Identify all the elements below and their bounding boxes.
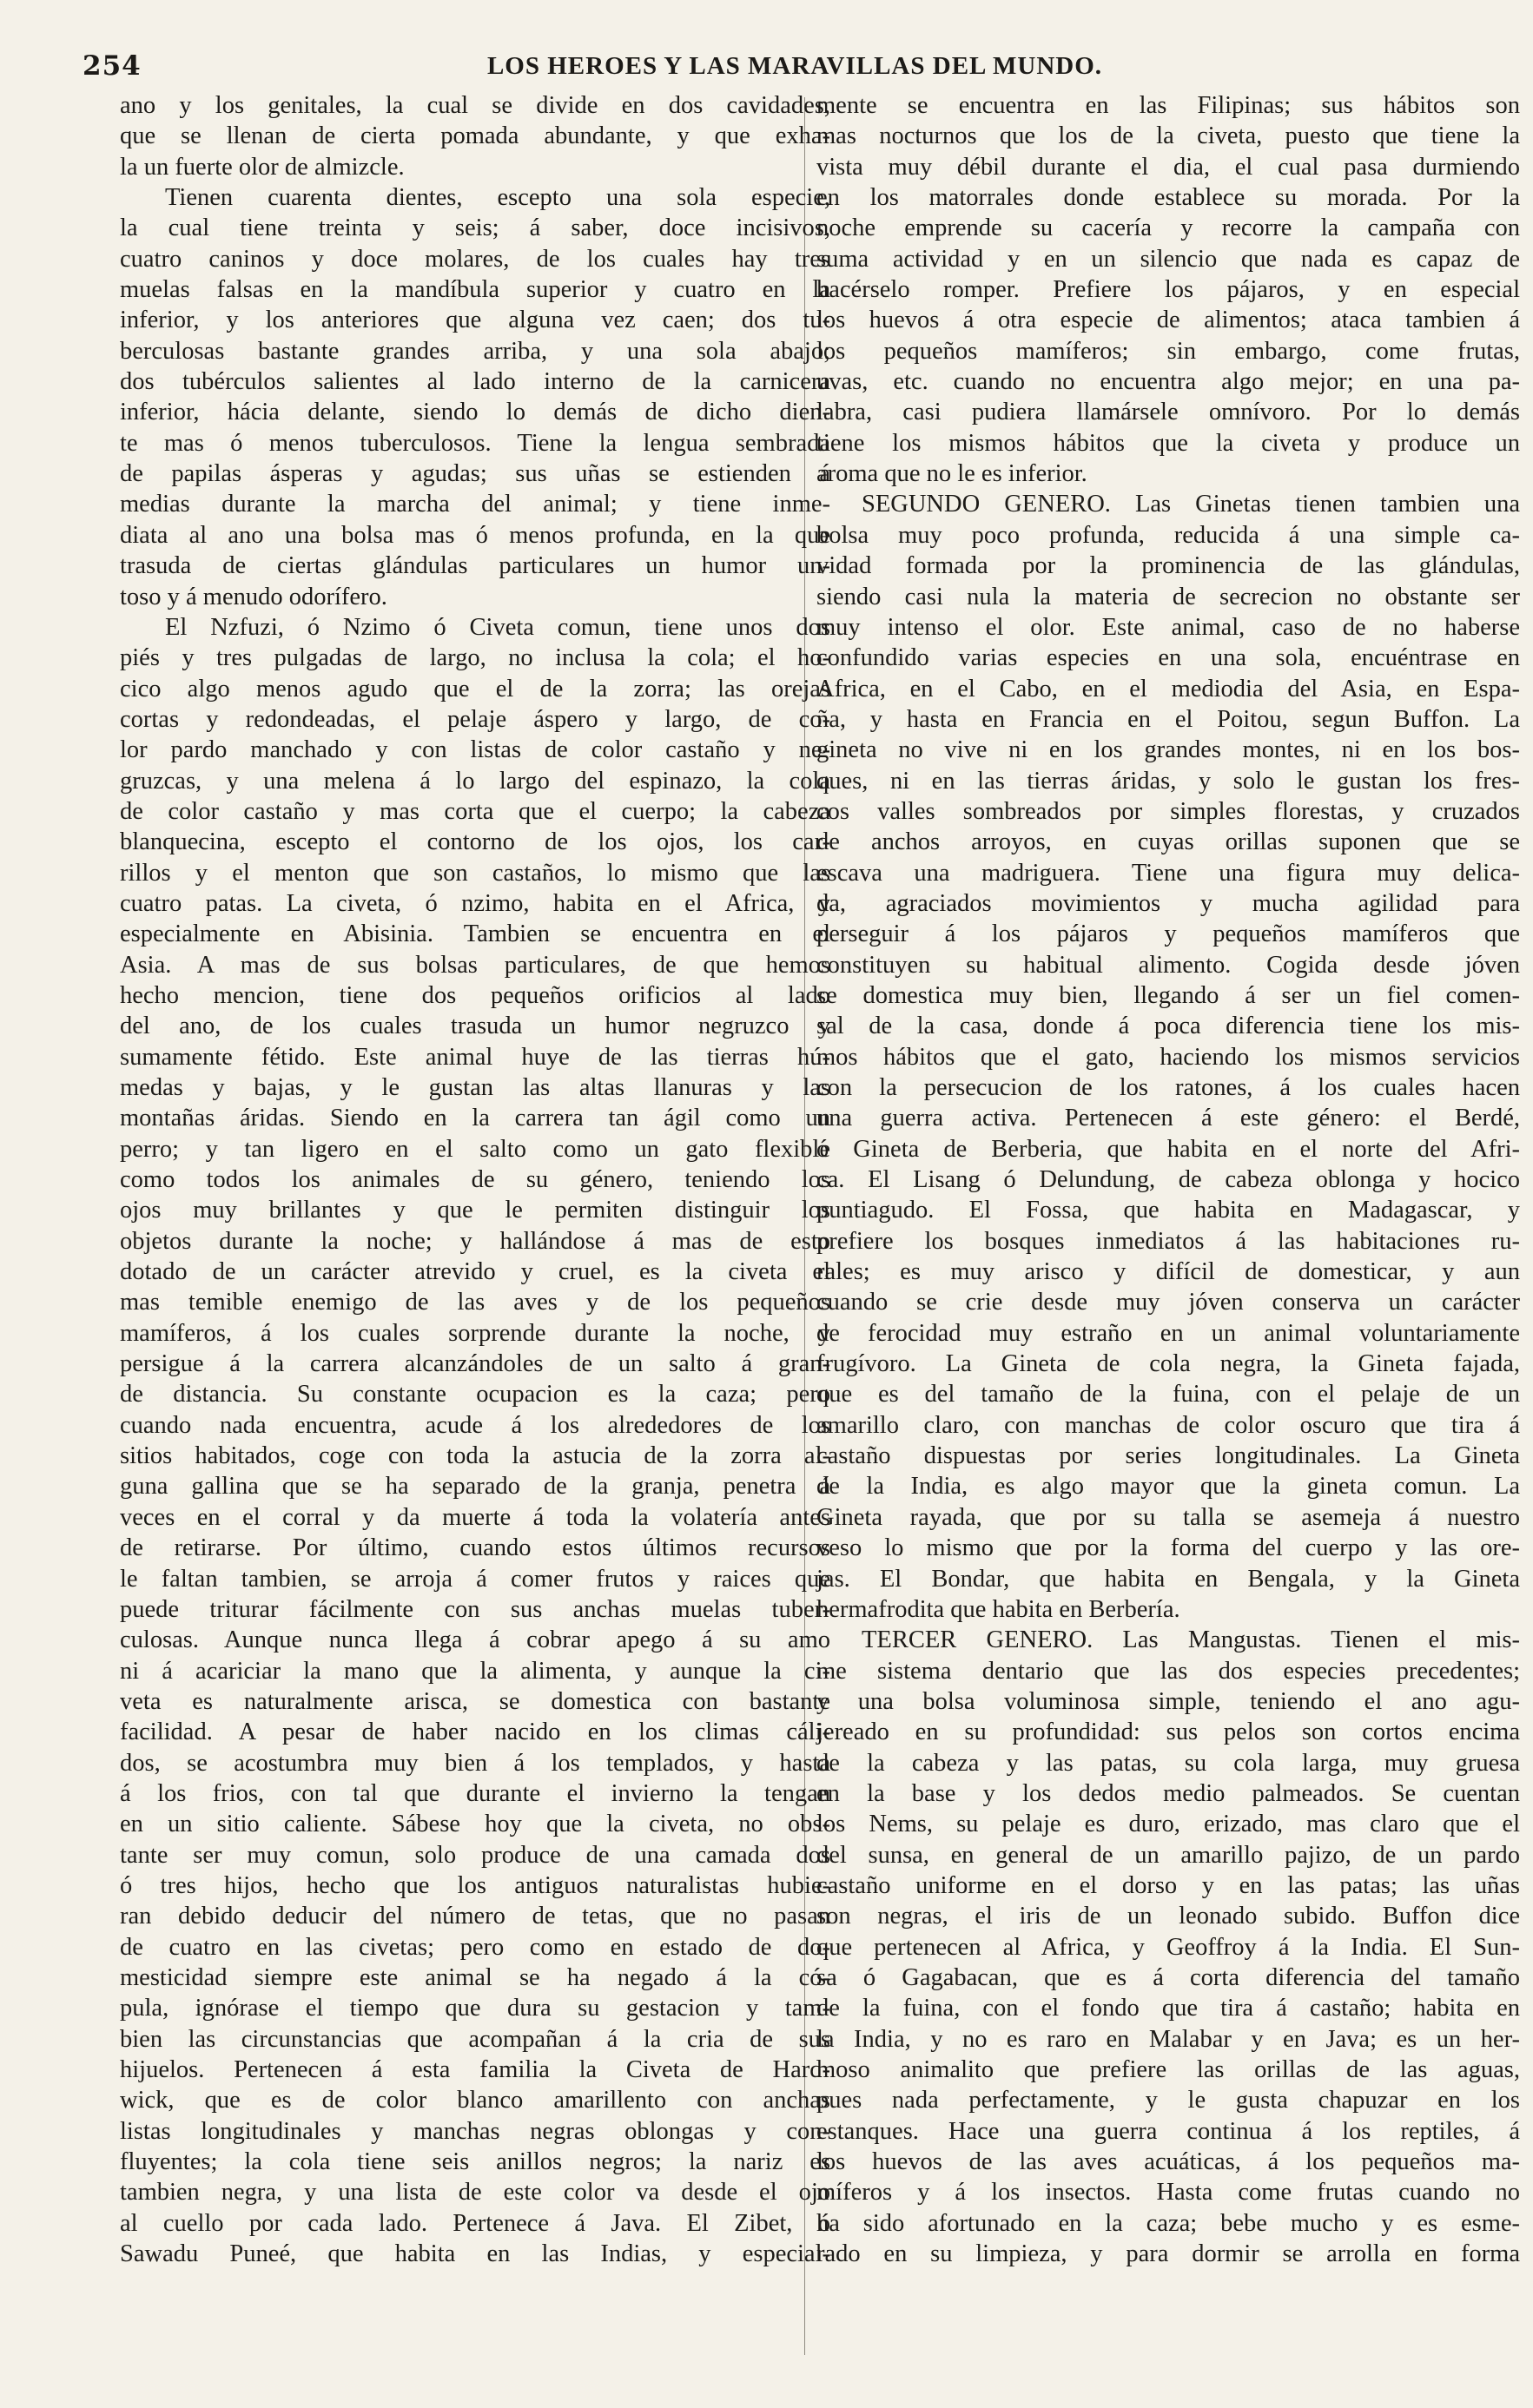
text-line: perseguir á los pájaros y pequeños mamíferos que	[816, 920, 1520, 948]
text-line: veso lo mismo que por la forma del cuerpo y las ore-	[816, 1534, 1520, 1562]
text-line: rillos y el menton que son castaños, lo mismo que las	[120, 859, 830, 887]
text-line: ojos muy brillantes y que le permiten distinguir los	[120, 1197, 830, 1224]
text-line: rales; es muy arisco y difícil de domesticar, y aun	[816, 1258, 1520, 1286]
text-line: blanquecina, escepto el contorno de los ojos, los car-	[120, 828, 830, 856]
text-line: veces en el corral y da muerte á toda la volatería antes	[120, 1503, 830, 1531]
page-header	[83, 50, 1507, 90]
text-line: ques, ni en las tierras áridas, y solo le gustan los fres-	[816, 767, 1520, 795]
text-line: gineta no vive ni en los grandes montes, ni en los bos-	[816, 736, 1520, 764]
text-line: frugívoro. La Gineta de cola negra, la Gineta fajada,	[816, 1350, 1520, 1378]
text-line: suma actividad y en un silencio que nada es capaz de	[816, 245, 1520, 273]
text-line: de la India, es algo mayor que la gineta comun. La	[816, 1473, 1520, 1501]
text-line: de la fuina, con el fondo que tira á castaño; habita en	[816, 1995, 1520, 2022]
text-line: como todos los animales de su género, teniendo los	[120, 1166, 830, 1194]
text-line: wick, que es de color blanco amarillento con anchas	[120, 2087, 830, 2114]
text-line: toso y á menudo odorífero.	[120, 583, 387, 610]
text-line: facilidad. A pesar de haber nacido en los climas cáli-	[120, 1719, 830, 1746]
text-line: pues nada perfectamente, y le gusta chapuzar en los	[816, 2087, 1520, 2114]
text-line: lor pardo manchado y con listas de color castaño y ne-	[120, 736, 830, 764]
text-line: cico algo menos agudo que el de la zorra; las orejas	[120, 675, 830, 703]
text-line: cortas y redondeadas, el pelaje áspero y largo, de co-	[120, 705, 830, 733]
text-line: constituyen su habitual alimento. Cogida desde jóven	[816, 951, 1520, 979]
page-number: 254	[83, 50, 142, 82]
text-line: confundido varias especies en una sola, encuéntrase en	[816, 644, 1520, 672]
text-line: ó tres hijos, hecho que los antiguos naturalistas hubie-	[120, 1871, 830, 1899]
text-line: amarillo claro, con manchas de color oscuro que tira á	[816, 1411, 1520, 1439]
text-line: se domestica muy bien, llegando á ser un fiel comen-	[816, 981, 1520, 1009]
text-line: medas y bajas, y le gustan las altas llanuras y las	[120, 1074, 830, 1101]
text-line: da, agraciados movimientos y mucha agilidad para	[816, 889, 1520, 917]
text-line: piés y tres pulgadas de largo, no inclusa la cola; el ho-	[120, 644, 830, 672]
text-line: jas. El Bondar, que habita en Bengala, y la Gineta	[816, 1565, 1520, 1593]
text-line: ca. El Lisang ó Delundung, de cabeza oblonga y hocico	[816, 1166, 1520, 1194]
text-line: muelas falsas en la mandíbula superior y cuatro en la	[120, 276, 830, 304]
text-line: jereado en su profundidad: sus pelos son cortos encima	[816, 1719, 1520, 1746]
text-line: TERCER GENERO. Las Mangustas. Tienen el mis-	[862, 1626, 1520, 1654]
text-line: una guerra activa. Pertenecen á este género: el Berdé,	[816, 1105, 1520, 1132]
text-line: cuando nada encuentra, acude á los alrededores de los	[120, 1411, 830, 1439]
text-line: bien las circunstancias que acompañan á la cria de sus	[120, 2025, 830, 2053]
text-line: hacérselo romper. Prefiere los pájaros, y en especial	[816, 276, 1520, 304]
text-line: de distancia. Su constante ocupacion es la caza; pero	[120, 1381, 830, 1409]
text-line: en la base y los dedos medio palmeados. Se cuentan	[816, 1779, 1520, 1807]
text-line: ni á acariciar la mano que la alimenta, y aunque la ci-	[120, 1657, 830, 1685]
text-line: de cuatro en las civetas; pero como en estado de do-	[120, 1933, 830, 1961]
text-line: la cual tiene treinta y seis; á saber, doce incisivos,	[120, 214, 830, 242]
text-line: perro; y tan ligero en el salto como un gato flexible	[120, 1135, 830, 1163]
text-line: ran debido deducir del número de tetas, que no pasan	[120, 1903, 830, 1930]
text-line: El Nzfuzi, ó Nzimo ó Civeta comun, tiene unos dos	[165, 613, 830, 641]
text-line: guna gallina que se ha separado de la granja, penetra á	[120, 1473, 830, 1501]
text-line: que pertenecen al Africa, y Geoffroy á la India. El Sun-	[816, 1933, 1520, 1961]
text-line: mesticidad siempre este animal se ha negado á la có-	[120, 1963, 830, 1991]
text-line: le faltan tambien, se arroja á comer frutos y raices que	[120, 1565, 830, 1593]
text-line: especialmente en Abisinia. Tambien se encuentra en el	[120, 920, 830, 948]
text-line: tante ser muy comun, solo produce de una camada dos	[120, 1841, 830, 1869]
text-line: uvas, etc. cuando no encuentra algo mejor; en una pa-	[816, 368, 1520, 396]
text-line: dos, se acostumbra muy bien á los templados, y hasta	[120, 1749, 830, 1777]
text-line: hecho mencion, tiene dos pequeños orificios al lado	[120, 981, 830, 1009]
text-line: noche emprende su cacería y recorre la campaña con	[816, 214, 1520, 242]
text-line: diata al ano una bolsa mas ó menos profunda, en la que	[120, 521, 830, 549]
text-line: veta es naturalmente arisca, se domestica con bastante	[120, 1687, 830, 1715]
text-line: inferior, hácia delante, siendo lo demás de dicho dien-	[120, 399, 830, 426]
text-line: de retirarse. Por último, cuando estos últimos recursos	[120, 1534, 830, 1562]
text-line: mos hábitos que el gato, haciendo los mismos servicios	[816, 1043, 1520, 1071]
text-line: culosas. Aunque nunca llega á cobrar apego á su amo	[120, 1626, 830, 1654]
text-line: tiene los mismos hábitos que la civeta y produce un	[816, 429, 1520, 457]
text-line: mente se encuentra en las Filipinas; sus hábitos son	[816, 92, 1520, 119]
text-line: cos valles sombreados por simples florestas, y cruzados	[816, 797, 1520, 825]
text-line: los Nems, su pelaje es duro, erizado, mas claro que el	[816, 1811, 1520, 1838]
text-line: hermafrodita que habita en Berbería.	[816, 1595, 1180, 1623]
text-line: sumamente fétido. Este animal huye de las tierras hú-	[120, 1043, 830, 1071]
text-line: medias durante la marcha del animal; y tiene inme-	[120, 491, 830, 518]
text-line: fluyentes; la cola tiene seis anillos negros; la nariz es	[120, 2148, 830, 2176]
text-line: rado en su limpieza, y para dormir se arrolla en forma	[816, 2240, 1520, 2268]
text-line: en los matorrales donde establece su morada. Por la	[816, 184, 1520, 212]
text-line: persigue á la carrera alcanzándoles de un salto á gran-	[120, 1350, 830, 1378]
text-line: ña, y hasta en Francia en el Poitou, segun Buffon. La	[816, 705, 1520, 733]
text-line: cuatro caninos y doce molares, de los cuales hay tres	[120, 245, 830, 273]
text-line: tambien negra, y una lista de este color va desde el ojo	[120, 2179, 830, 2207]
text-line: Tienen cuarenta dientes, escepto una sola especie,	[165, 184, 830, 212]
text-line: la India, y no es raro en Malabar y en Java; es un her-	[816, 2025, 1520, 2053]
left-column	[120, 90, 830, 2269]
text-line: Asia. A mas de sus bolsas particulares, de que hemos	[120, 951, 830, 979]
text-line: berculosas bastante grandes arriba, y una sola abajo;	[120, 337, 830, 365]
text-line: mas nocturnos que los de la civeta, puesto que tiene la	[816, 122, 1520, 150]
text-line: gruzcas, y una melena á lo largo del espinazo, la cola	[120, 767, 830, 795]
text-line: sa ó Gagabacan, que es á corta diferencia del tamaño	[816, 1963, 1520, 1991]
text-line: SEGUNDO GENERO. Las Ginetas tienen tambien una	[862, 491, 1520, 518]
text-line: hijuelos. Pertenecen á esta familia la Civeta de Hard-	[120, 2056, 830, 2083]
text-line: sal de la casa, donde á poca diferencia tiene los mis-	[816, 1013, 1520, 1040]
text-line: cuando se crie desde muy jóven conserva un carácter	[816, 1289, 1520, 1316]
text-line: ha sido afortunado en la caza; bebe mucho y es esme-	[816, 2209, 1520, 2237]
text-line: sitios habitados, coge con toda la astucia de la zorra al-	[120, 1442, 830, 1470]
text-line: trasuda de ciertas glándulas particulares un humor un-	[120, 552, 830, 580]
text-line: listas longitudinales y manchas negras oblongas y con-	[120, 2117, 830, 2145]
text-line: puntiagudo. El Fossa, que habita en Madagascar, y	[816, 1197, 1520, 1224]
text-line: y una bolsa voluminosa simple, teniendo el ano agu-	[816, 1687, 1520, 1715]
text-line: te mas ó menos tuberculosos. Tiene la lengua sembrada	[120, 429, 830, 457]
text-line: á los frios, con tal que durante el invierno la tengan	[120, 1779, 830, 1807]
text-line: míferos y á los insectos. Hasta come frutas cuando no	[816, 2179, 1520, 2207]
text-line: pula, ignórase el tiempo que dura su gestacion y tam-	[120, 1995, 830, 2022]
text-line: son negras, el iris de un leonado subido. Buffon dice	[816, 1903, 1520, 1930]
text-line: me sistema dentario que las dos especies precedentes;	[816, 1657, 1520, 1685]
text-line: de papilas ásperas y agudas; sus uñas se estienden á	[120, 460, 830, 488]
text-line: los pequeños mamíferos; sin embargo, come frutas,	[816, 337, 1520, 365]
text-line: muy intenso el olor. Este animal, caso de no haberse	[816, 613, 1520, 641]
text-line: siendo casi nula la materia de secrecion no obstante ser	[816, 583, 1520, 610]
text-line: que es del tamaño de la fuina, con el pelaje de un	[816, 1381, 1520, 1409]
text-line: objetos durante la noche; y hallándose á mas de esto	[120, 1227, 830, 1255]
text-line: Africa, en el Cabo, en el mediodia del Asia, en Espa-	[816, 675, 1520, 703]
text-line: vidad formada por la prominencia de las glándulas,	[816, 552, 1520, 580]
text-line: estanques. Hace una guerra continua á los reptiles, á	[816, 2117, 1520, 2145]
text-line: escava una madriguera. Tiene una figura muy delica-	[816, 859, 1520, 887]
text-line: prefiere los bosques inmediatos á las habitaciones ru-	[816, 1227, 1520, 1255]
text-line: ó Gineta de Berberia, que habita en el norte del Afri-	[816, 1135, 1520, 1163]
text-line: montañas áridas. Siendo en la carrera tan ágil como un	[120, 1105, 830, 1132]
text-line: la un fuerte olor de almizcle.	[120, 153, 405, 181]
text-line: Sawadu Puneé, que habita en las Indias, y especial-	[120, 2240, 830, 2268]
text-line: del sunsa, en general de un amarillo pajizo, de un pardo	[816, 1841, 1520, 1869]
text-line: de color castaño y mas corta que el cuerpo; la cabeza	[120, 797, 830, 825]
text-line: del ano, de los cuales trasuda un humor negruzco y	[120, 1013, 830, 1040]
text-line: aroma que no le es inferior.	[816, 460, 1087, 488]
text-line: puede triturar fácilmente con sus anchas muelas tuber-	[120, 1595, 830, 1623]
text-line: ano y los genitales, la cual se divide en dos cavidades,	[120, 92, 830, 119]
text-line: con la persecucion de los ratones, á los cuales hacen	[816, 1074, 1520, 1101]
text-line: de la cabeza y las patas, su cola larga, muy gruesa	[816, 1749, 1520, 1777]
text-line: cuatro patas. La civeta, ó nzimo, habita en el Africa, y	[120, 889, 830, 917]
text-line: los huevos á otra especie de alimentos; ataca tambien á	[816, 307, 1520, 334]
text-line: los huevos de las aves acuáticas, á los pequeños ma-	[816, 2148, 1520, 2176]
text-line: mamíferos, á los cuales sorprende durante la noche, y	[120, 1319, 830, 1347]
text-line: que se llenan de cierta pomada abundante, y que exha-	[120, 122, 830, 150]
text-line: dotado de un carácter atrevido y cruel, es la civeta el	[120, 1258, 830, 1286]
text-line: de anchos arroyos, en cuyas orillas suponen que se	[816, 828, 1520, 856]
text-line: labra, casi pudiera llamársele omnívoro. Por lo demás	[816, 399, 1520, 426]
text-line: al cuello por cada lado. Pertenece á Java. El Zibet, ó	[120, 2209, 830, 2237]
running-title: LOS HEROES Y LAS MARAVILLAS DEL MUNDO.	[486, 52, 1103, 80]
text-line: castaño dispuestas por series longitudinales. La Gineta	[816, 1442, 1520, 1470]
right-column	[816, 90, 1520, 2269]
text-line: en un sitio caliente. Sábese hoy que la civeta, no obs-	[120, 1811, 830, 1838]
text-line: Gineta rayada, que por su talla se asemeja á nuestro	[816, 1503, 1520, 1531]
text-line: moso animalito que prefiere las orillas de las aguas,	[816, 2056, 1520, 2083]
text-line: bolsa muy poco profunda, reducida á una simple ca-	[816, 521, 1520, 549]
text-line: mas temible enemigo de las aves y de los pequeños	[120, 1289, 830, 1316]
text-line: vista muy débil durante el dia, el cual pasa durmiendo	[816, 153, 1520, 181]
text-line: de ferocidad muy estraño en un animal voluntariamente	[816, 1319, 1520, 1347]
text-line: inferior, y los anteriores que alguna vez caen; dos tu-	[120, 307, 830, 334]
text-line: castaño uniforme en el dorso y en las patas; las uñas	[816, 1871, 1520, 1899]
text-line: dos tubérculos salientes al lado interno de la carnicera	[120, 368, 830, 396]
